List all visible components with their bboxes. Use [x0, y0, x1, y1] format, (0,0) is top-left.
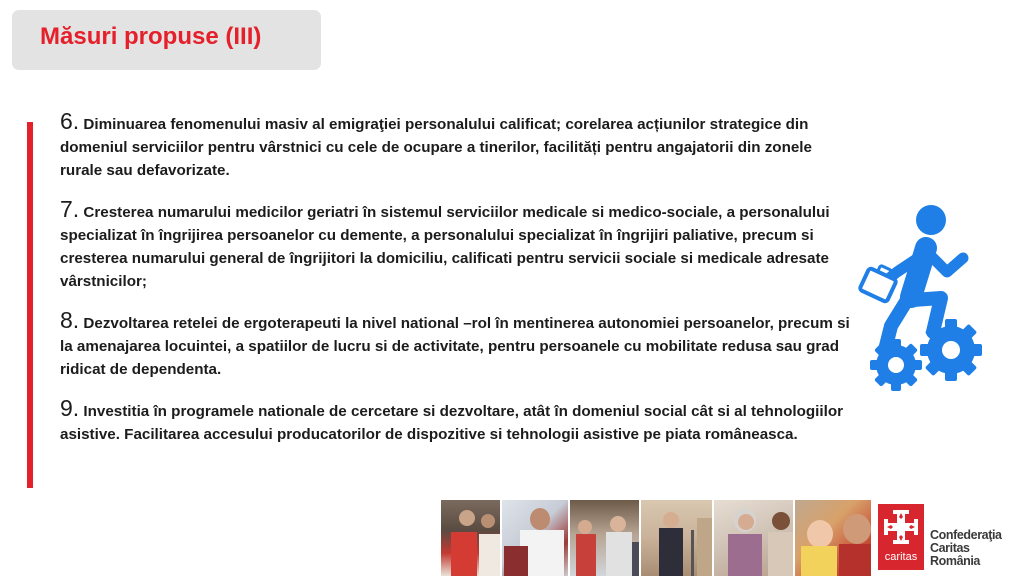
caritas-cross-icon — [882, 508, 920, 546]
photo-elderly-walker — [641, 500, 712, 576]
photo-volunteers — [441, 500, 500, 576]
photo-medical-check — [502, 500, 568, 576]
caritas-logo — [878, 504, 1024, 576]
logo-line-3: România — [930, 554, 980, 568]
logo-line-1: Confederaţia — [930, 528, 1002, 542]
measure-number: 6. — [60, 108, 80, 134]
photo-child-caregiver — [795, 500, 871, 576]
measure-number: 7. — [60, 196, 80, 222]
measure-text: Dezvoltarea retelei de ergoterapeuti la nivel national –rol în mentinerea autonomiei persoanelor, precum si la amenajarea locuintei, a spatiilor de lucru si de activitate, pentru persoanele cu mobilitate redusa sau grad ridicat de dependenta. — [60, 315, 850, 378]
measure-item — [60, 309, 850, 381]
slide-title: Măsuri propuse (III) — [40, 23, 262, 50]
measure-text: Investitia în programele nationale de cercetare si dezvoltare, atât în domeniul social cât si al tehnologiilor asistive. Facilitarea accesului producatorilor de dispozitive si tehnologii asistive pe piata româneasca. — [60, 403, 844, 443]
measure-number: 8. — [60, 307, 80, 333]
measure-text: Diminuarea fenomenului masiv al emigraţiei personalului calificat; corelarea acțiunilor strategice din domeniul serviciilor pentru vârstnici cu cele de ocupare a tinerilor, facilități pentru angajatorii din zonele rurale sau defavorizate. — [60, 116, 812, 179]
measure-item — [60, 110, 850, 182]
logo-line-2: Caritas — [930, 541, 970, 555]
measure-item — [60, 397, 850, 446]
photo-care-home — [570, 500, 639, 576]
measure-text: Cresterea numarului medicilor geriatri în sistemul serviciilor medicale si medico-sociale, a personalului specializat în îngrijirea persoanelor cu demente, a personalului specializat în îngrijiri paliative, precum si cresterea numarului general de îngrijitori la domiciliu, calificati pentru servicii sociale si medicale adresate vârstnicilor; — [60, 204, 830, 290]
logo-badge-text: caritas — [884, 551, 918, 563]
person-climbing-gears-icon — [855, 200, 995, 400]
measure-number: 9. — [60, 395, 80, 421]
photo-strip — [441, 500, 871, 576]
photo-nurse-patient — [714, 500, 794, 576]
accent-bar — [27, 122, 33, 488]
logo-badge — [878, 504, 924, 570]
measures-list — [60, 110, 850, 462]
title-box — [12, 10, 321, 70]
measure-item — [60, 198, 850, 293]
